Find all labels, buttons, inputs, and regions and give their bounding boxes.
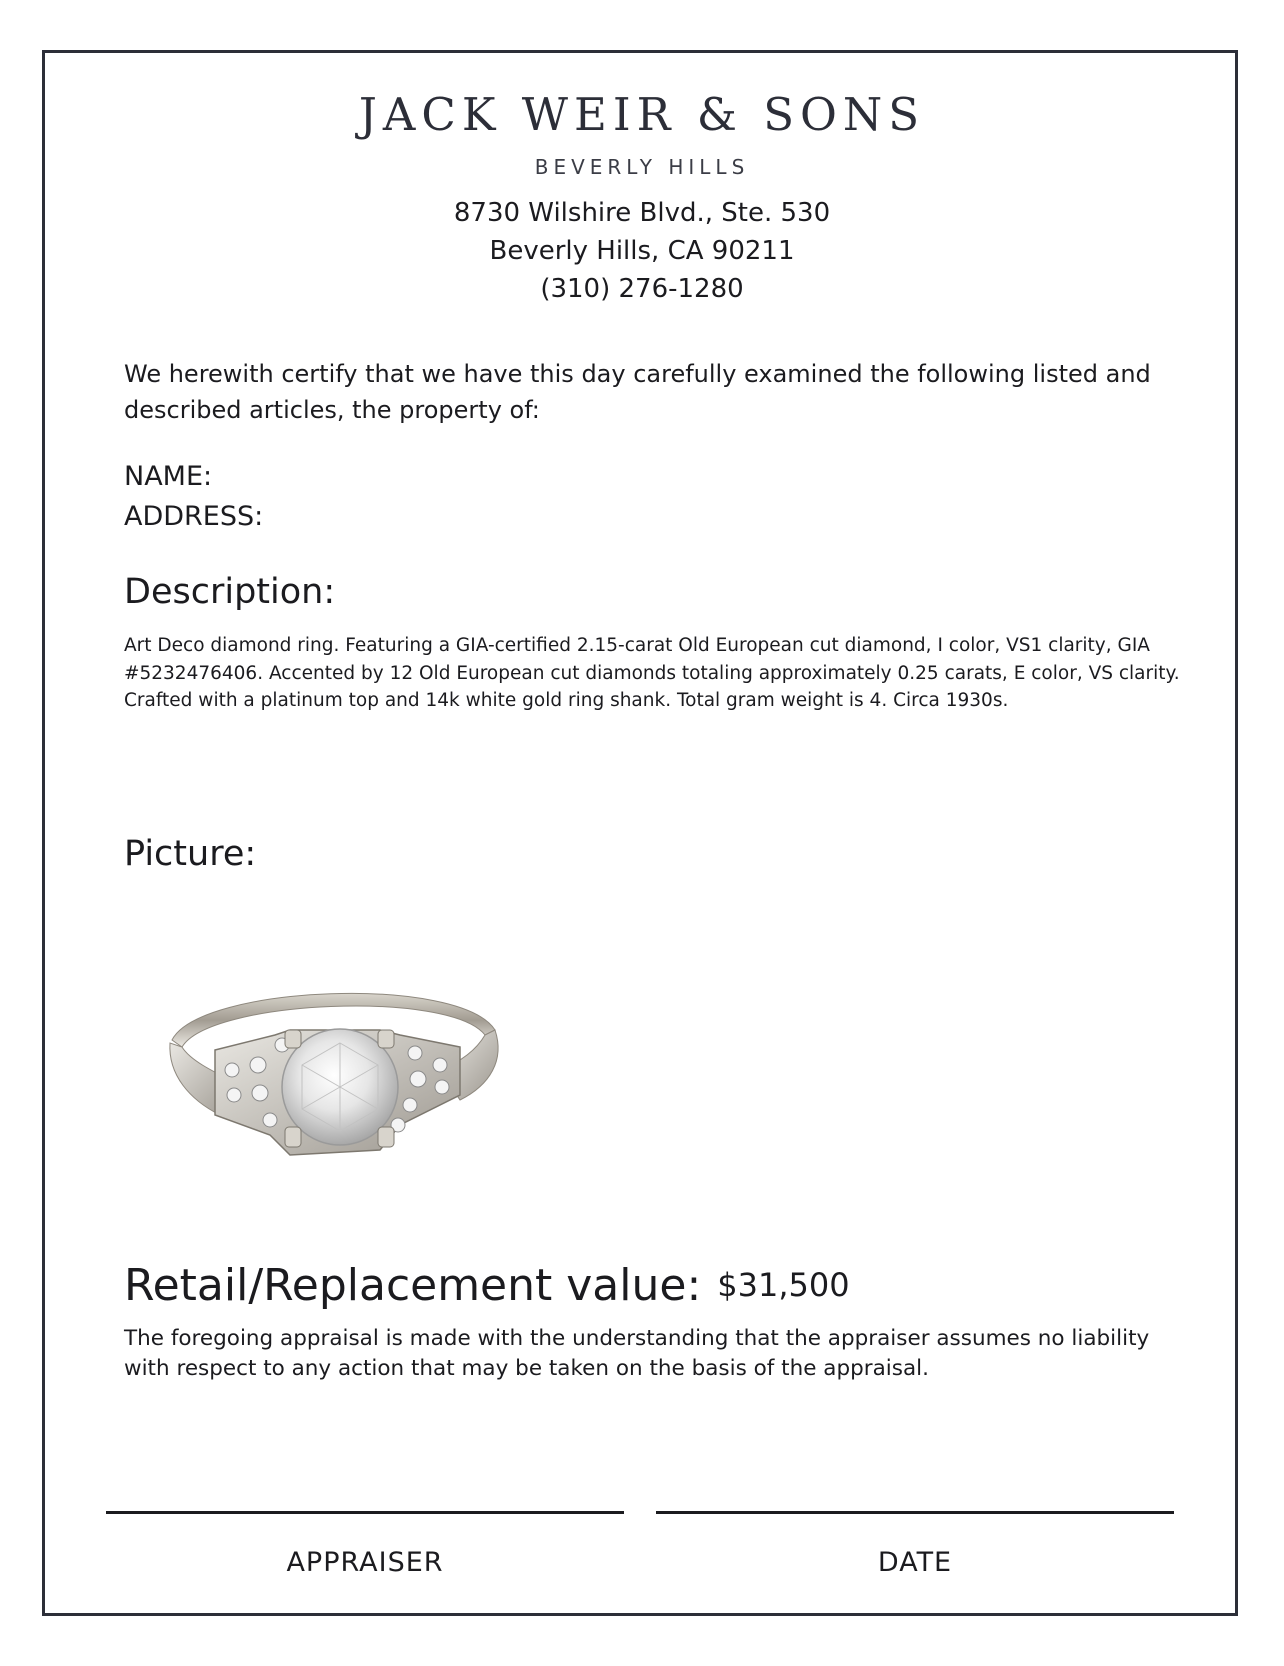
brand-logo: JACK WEIR & SONS xyxy=(358,88,926,141)
description-heading: Description: xyxy=(124,572,336,612)
brand-location: BEVERLY HILLS xyxy=(534,155,750,179)
value-label: Retail/Replacement value: xyxy=(124,1260,702,1311)
name-label: NAME: xyxy=(124,461,213,492)
date-label: DATE xyxy=(877,1547,953,1578)
date-signature-line xyxy=(656,1511,1174,1514)
picture-heading: Picture: xyxy=(124,834,257,874)
appraiser-label: APPRAISER xyxy=(286,1547,444,1578)
street-address: 8730 Wilshire Blvd., Ste. 530 xyxy=(453,198,831,228)
city-address: Beverly Hills, CA 90211 xyxy=(489,236,795,266)
address-label: ADDRESS: xyxy=(124,501,264,532)
certification-statement: We herewith certify that we have this day carefully examined the following listed and described articles, the property of: xyxy=(124,360,1151,424)
disclaimer-text: The foregoing appraisal is made with the understanding that the appraiser assumes no liability with respect to any action that may be taken on the basis of the appraisal. xyxy=(124,1326,1150,1381)
appraiser-signature-line xyxy=(106,1511,624,1514)
value-line xyxy=(124,1260,850,1311)
phone-number: (310) 276-1280 xyxy=(540,274,744,304)
description-text: Art Deco diamond ring. Featuring a GIA-certified 2.15-carat Old European cut diamond, I color, VS1 clarity, GIA #5232476406. Accented by 12 Old European cut diamonds totaling approximately 0.25 carats, E color, VS clarity. Crafted with a platinum top and 14k white gold ring shank. Total gram weight is 4. Circa 1930s. xyxy=(124,635,1180,711)
diamond-ring-photo xyxy=(160,975,520,1185)
value-amount: $31,500 xyxy=(717,1266,850,1304)
